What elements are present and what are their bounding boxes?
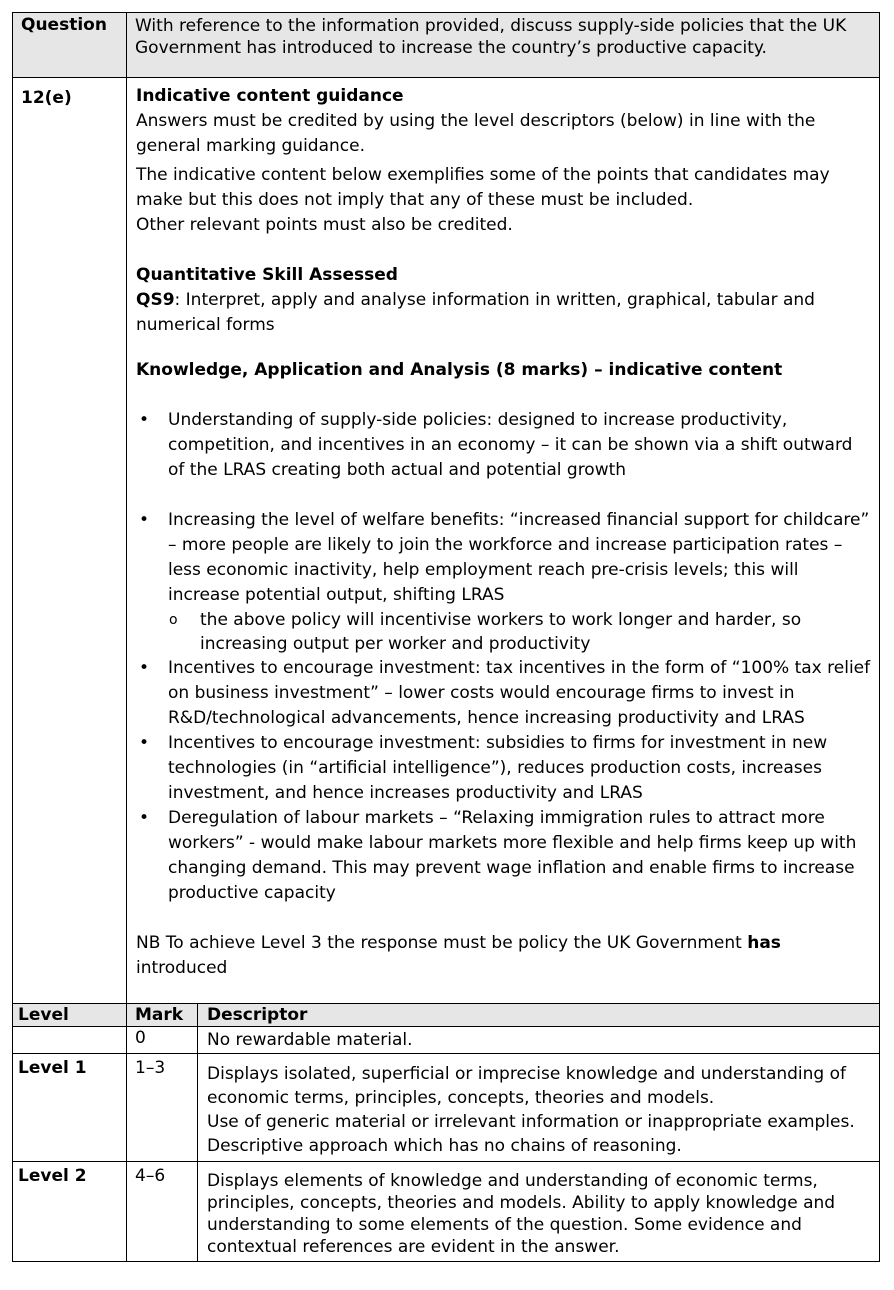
nb-note: NB To achieve Level 3 the response must be policy the UK Government has introduced: [136, 933, 781, 978]
question-table: [12, 12, 880, 1262]
level-descriptor: Displays elements of knowledge and understanding of economic terms, principles, concepts, theories and models. Ability to apply knowledge and understanding to some elements of the question. Some evidence and contextual references are evident in the answer.: [198, 1162, 880, 1262]
qs-description: [136, 288, 871, 338]
question-label: Question: [13, 13, 127, 78]
level-descriptor: Displays isolated, superficial or imprecise knowledge and understanding of economic terms, principles, concepts, theories and models. Use of generic material or irrelevant information or inappropriate examples. Descriptive approach which has no chains of reasoning.: [198, 1054, 880, 1162]
sub-bullet-list: [136, 608, 871, 656]
level-name: Level 2: [13, 1162, 127, 1262]
qs-code: QS9: [136, 290, 175, 310]
bullet-item: • Incentives to encourage investment: subsidies to firms for investment in new technologies (in “artificial intelligence”), reduces production costs, increases investment, and hence increases productivity and LRAS: [136, 731, 871, 806]
level-mark: 4–6: [127, 1162, 198, 1262]
sub-bullet-item: o the above policy will incentivise workers to work longer and harder, so increasing output per worker and productivity: [136, 608, 871, 656]
bullet-item: • Deregulation of labour markets – “Relaxing immigration rules to attract more workers” - would make labour markets more flexible and help firms keep up with changing demand. This may prevent wage inflation and enable firms to increase productive capacity: [136, 806, 871, 906]
level-column-header: Level: [13, 1004, 127, 1027]
content-row: [13, 78, 880, 1004]
guidance-paragraph-1: Answers must be credited by using the level descriptors (below) in line with the general marking guidance.: [136, 111, 816, 156]
descriptor-column-header: Descriptor: [198, 1004, 880, 1027]
question-text: With reference to the information provided, discuss supply-side policies that the UK Government has introduced to increase the country’s productive capacity.: [127, 13, 880, 78]
question-row: [13, 13, 880, 78]
guidance-paragraph-3: Other relevant points must also be credited.: [136, 215, 513, 235]
bullet-item: • Understanding of supply-side policies: designed to increase productivity, competition, and incentives in an economy – it can be shown via a shift outward of the LRAS creating both actual and potential growth: [136, 408, 871, 483]
guidance-paragraph-2: The indicative content below exemplifies some of the points that candidates may make but this does not imply that any of these must be included.: [136, 165, 830, 210]
bullet-item: • Increasing the level of welfare benefits: “increased financial support for childcare” – more people are likely to join the workforce and increase participation rates – less economic inactivity, help employment reach pre-crisis levels; this will increase potential output, shifting LRAS o the above policy will incentivise workers to work longer and harder, so increasing output per worker and productivity: [136, 508, 871, 656]
kaa-heading: Knowledge, Application and Analysis (8 marks) – indicative content: [136, 360, 783, 380]
level-name: Level 1: [13, 1054, 127, 1162]
level-mark: 0: [127, 1027, 198, 1054]
level-row: [13, 1162, 880, 1262]
level-name: [13, 1027, 127, 1054]
question-number: 12(e): [13, 78, 127, 1004]
guidance-heading: Indicative content guidance: [136, 86, 404, 106]
indicative-bullet-list: [136, 408, 871, 906]
level-mark: 1–3: [127, 1054, 198, 1162]
level-descriptor: No rewardable material.: [198, 1027, 880, 1054]
level-row: [13, 1054, 880, 1162]
levels-header-row: [13, 1004, 880, 1027]
qs-text: : Interpret, apply and analyse information in written, graphical, tabular and numerical forms: [136, 290, 815, 335]
mark-column-header: Mark: [127, 1004, 198, 1027]
mark-scheme-page: [12, 12, 880, 1262]
indicative-content: [127, 78, 880, 1004]
bullet-item: • Incentives to encourage investment: tax incentives in the form of “100% tax relief on business investment” – lower costs would encourage firms to invest in R&D/technological advancements, hence increasing productivity and LRAS: [136, 656, 871, 731]
level-row: [13, 1027, 880, 1054]
qs-heading: Quantitative Skill Assessed: [136, 265, 398, 285]
